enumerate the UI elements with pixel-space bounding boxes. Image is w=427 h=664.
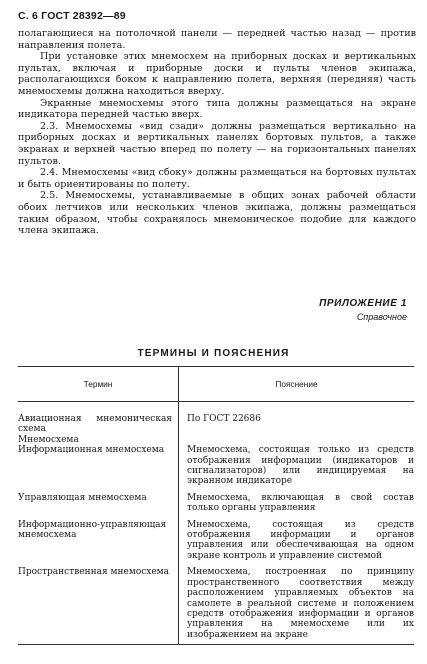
term-cell: Информационно-управляющая мнемосхема: [18, 514, 179, 562]
explanation-cell: Мнемосхема, состоящая только из средств отображения информации (индикаторов и сигнализаторов) или индицируемая на экранном индикаторе: [187, 445, 414, 487]
table-row: [18, 445, 414, 487]
paragraph-screen-mimic: Экранные мнемосхемы этого типа должны размещаться на экране индикатора передней частью вверх.: [18, 97, 416, 121]
explanation-cell: Мнемосхема, состоящая из средств отображения информации и органов управления или обеспечивающая на одном экране контроль и управление системой: [187, 519, 414, 561]
table-row: [18, 487, 414, 514]
table-row: [18, 514, 414, 562]
table-row: [18, 402, 414, 435]
appendix-title: ПРИЛОЖЕНИЕ 1: [319, 298, 407, 309]
paragraph-installation: При установке этих мнемосхем на приборных досках и вертикальных пультах, включая и приборные доски и пульты членов экипажа, располагающихся боком к направлению полета, верхняя (передняя) часть мнемосхемы должна находиться вверху.: [18, 51, 416, 97]
explanation-cell: Мнемосхема, построенная по принципу пространственного соответствия между расположением управляемых объектов на самолете в реальной системе и положением средств отображения информации и органов управления на мнемосхеме или их изображением на экране: [179, 561, 415, 644]
explanation-cell: По ГОСТ 22686: [187, 414, 261, 424]
term-cell: Мнемосхема: [18, 435, 179, 445]
page-header: С. 6 ГОСТ 28392—89: [18, 10, 126, 22]
column-header-term: Термин: [18, 367, 179, 402]
section-title: ТЕРМИНЫ И ПОЯСНЕНИЯ: [137, 348, 290, 359]
explanation-cell: [179, 435, 415, 445]
paragraph-continuation: полагающиеся на потолочной панели — передней частью назад — против направления полета.: [18, 28, 416, 51]
table-row: [18, 435, 414, 445]
column-header-explanation: Пояснение: [179, 367, 415, 402]
appendix-heading: [319, 298, 407, 322]
paragraph-2-4: 2.4. Мнемосхемы «вид сбоку» должны размещаться на бортовых пультах и быть ориентированы по полету.: [18, 167, 416, 190]
appendix-subtitle: Справочное: [356, 312, 407, 322]
paragraph-2-5: 2.5. Мнемосхемы, устанавливаемые в общих зонах рабочей области обоих летчиков или нескольких членов экипажа, должны размещаться таким образом, чтобы сохранялось мнемоническое подобие для каждого члена экипажа.: [18, 190, 416, 237]
body-text: [18, 28, 416, 237]
terms-table: [18, 366, 414, 645]
term-cell: Управляющая мнемосхема: [18, 487, 179, 514]
table-row: [18, 561, 414, 644]
table-header-row: [18, 367, 414, 402]
term-cell: Пространственная мнемосхема: [18, 561, 179, 644]
explanation-cell: Мнемосхема, включающая в свой состав только органы управления: [187, 492, 414, 514]
paragraph-2-3: 2.3. Мнемосхемы «вид сзади» должны размещаться вертикально на приборных досках и вертикальных панелях бортовых пультов, а также экранах и верхней частью вперед по полету — на горизонтальных панелях пультов.: [18, 120, 416, 167]
term-cell: Авиационная мнемоническая схема: [18, 402, 179, 435]
term-cell: Информационная мнемосхема: [18, 445, 179, 487]
